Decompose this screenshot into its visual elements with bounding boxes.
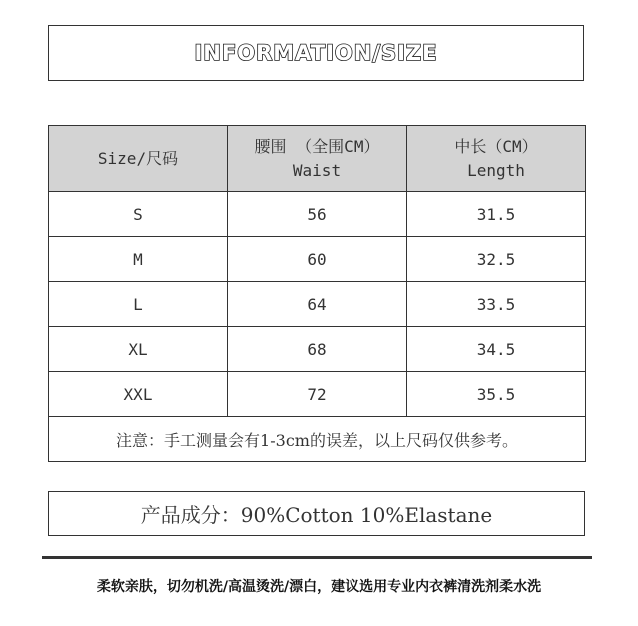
table-row [49,327,586,372]
measurement-note: 注意：手工测量会有1-3cm的误差，以上尺码仅供参考。 [49,417,586,462]
composition-text: 产品成分：90%Cotton 10%Elastane [140,503,493,527]
composition-box [48,491,585,536]
care-instructions: 柔软亲肤，切勿机洗/高温烫洗/漂白，建议选用专业内衣裤清洗剂柔水洗 [96,579,542,595]
cell-length: 32.5 [407,237,586,282]
cell-length: 31.5 [407,192,586,237]
page-title: INFORMATION/SIZE [194,41,438,65]
table-header-row [49,126,586,192]
header-waist-en: Waist [292,160,342,180]
note-row [49,417,586,462]
table-row [49,282,586,327]
table-row [49,372,586,417]
cell-size: L [49,282,228,327]
cell-length: 35.5 [407,372,586,417]
table-row [49,192,586,237]
header-waist [228,126,407,192]
cell-waist: 60 [228,237,407,282]
divider [42,556,592,559]
cell-size: XL [49,327,228,372]
cell-waist: 68 [228,327,407,372]
header-size-label: Size/尺码 [97,148,179,168]
header-waist-cn: 腰围 （全围CM） [254,136,380,156]
cell-length: 34.5 [407,327,586,372]
title-box [48,25,584,81]
cell-size: M [49,237,228,282]
header-length-en: Length [467,160,525,180]
size-table [48,125,586,462]
cell-waist: 64 [228,282,407,327]
cell-length: 33.5 [407,282,586,327]
cell-waist: 56 [228,192,407,237]
header-size [49,126,228,192]
cell-size: S [49,192,228,237]
cell-size: XXL [49,372,228,417]
cell-waist: 72 [228,372,407,417]
table-row [49,237,586,282]
header-length [407,126,586,192]
header-length-cn: 中长（CM） [454,136,538,156]
